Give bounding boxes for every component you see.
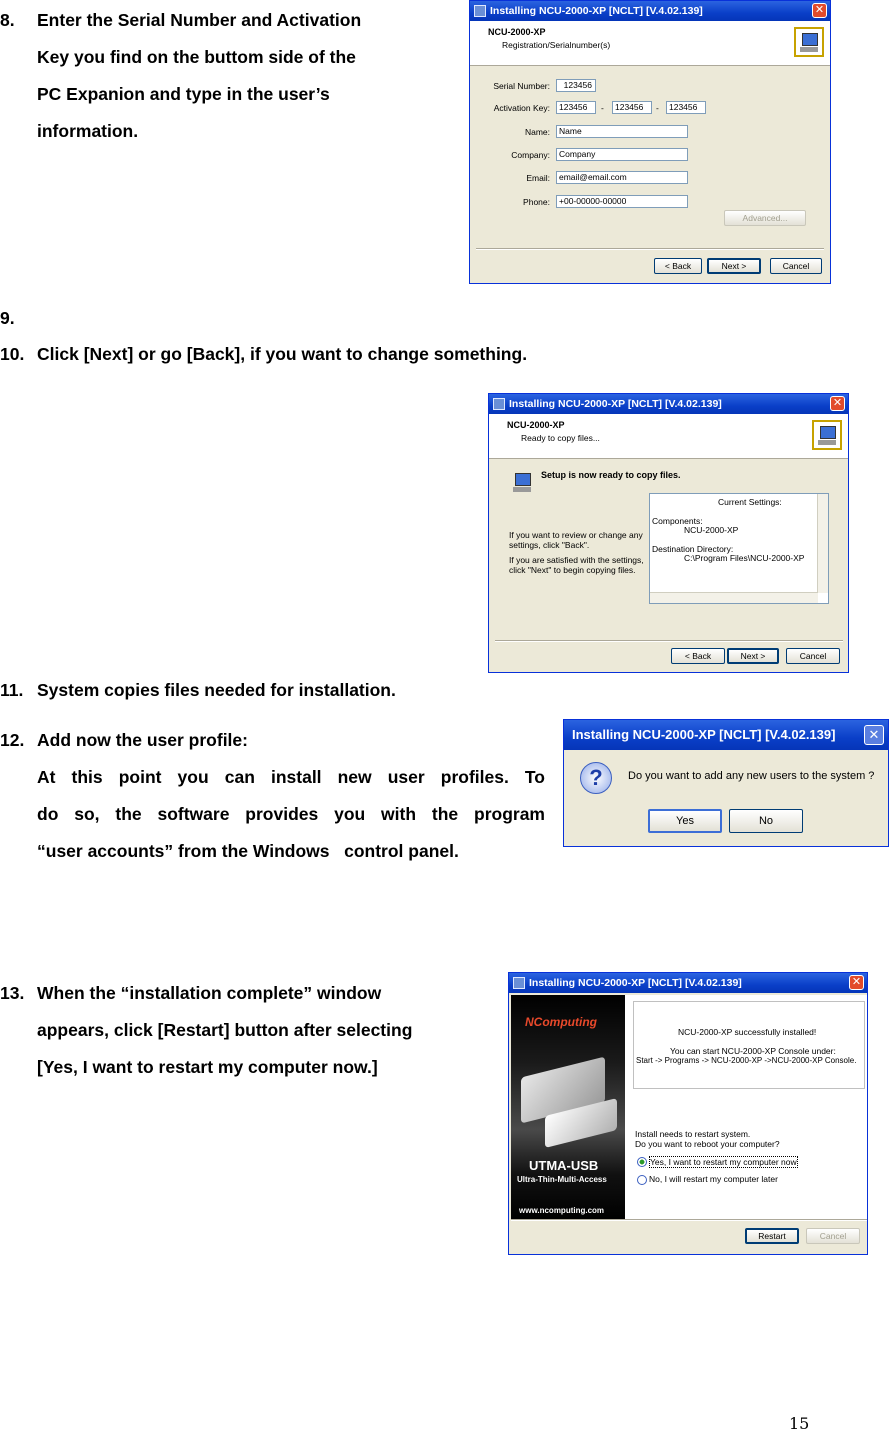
info-line: You can start NCU-2000-XP Console under: bbox=[670, 1046, 836, 1056]
page-number: 15 bbox=[789, 1414, 810, 1433]
product-tagline: Ultra-Thin-Multi-Access bbox=[517, 1175, 607, 1184]
current-settings-box[interactable] bbox=[649, 493, 829, 604]
no-button[interactable]: No bbox=[729, 809, 803, 833]
step-text-line: do so, the software provides you with the program bbox=[37, 804, 545, 824]
product-name: UTMA-USB bbox=[529, 1158, 599, 1173]
step-text-line: At this point you can install new user profiles. To bbox=[37, 767, 545, 787]
step-text-line: When the “installation complete” window bbox=[37, 983, 382, 1003]
activation-input-1[interactable]: 123456 bbox=[556, 101, 596, 114]
step-text: Click [Next] or go [Back], if you want to change something. bbox=[37, 344, 528, 364]
divider bbox=[476, 248, 824, 250]
title-bar bbox=[509, 973, 867, 993]
installer-icon bbox=[493, 398, 505, 410]
company-input[interactable]: Company bbox=[556, 148, 688, 161]
setup-heading: Setup is now ready to copy files. bbox=[541, 470, 681, 480]
step-text-line: appears, click [Restart] button after selecting bbox=[37, 1020, 413, 1040]
close-button[interactable]: ✕ bbox=[849, 975, 864, 990]
serial-input[interactable]: 123456 bbox=[556, 79, 596, 92]
computer-icon bbox=[812, 420, 842, 450]
phone-label: Phone: bbox=[523, 197, 550, 207]
step-text-line: information. bbox=[37, 121, 139, 141]
next-button[interactable]: Next > bbox=[727, 648, 779, 664]
next-button[interactable]: Next > bbox=[707, 258, 761, 274]
header-subtitle: Registration/Serialnumber(s) bbox=[502, 40, 611, 50]
step-text: Add now the user profile: bbox=[37, 730, 248, 750]
phone-input[interactable]: +00-00000-00000 bbox=[556, 195, 688, 208]
step-number: 13. bbox=[0, 983, 25, 1003]
dash: - bbox=[601, 103, 604, 113]
settings-title: Current Settings: bbox=[718, 497, 782, 507]
company-label: Company: bbox=[511, 150, 550, 160]
step-text-line: PC Expanion and type in the user’s bbox=[37, 84, 330, 104]
installer-icon bbox=[513, 977, 525, 989]
header-subtitle: Ready to copy files... bbox=[521, 433, 600, 443]
title-bar bbox=[489, 394, 848, 414]
activation-input-2[interactable]: 123456 bbox=[612, 101, 652, 114]
restart-button[interactable]: Restart bbox=[745, 1228, 799, 1244]
installation-complete-dialog bbox=[508, 972, 868, 1255]
step-10 bbox=[0, 336, 880, 373]
step-text-line: [Yes, I want to restart my computer now.] bbox=[37, 1057, 378, 1077]
ready-to-copy-dialog bbox=[488, 393, 849, 673]
back-button[interactable]: < Back bbox=[671, 648, 725, 664]
radio-no[interactable] bbox=[637, 1175, 647, 1185]
setup-computer-icon bbox=[509, 469, 539, 499]
vertical-scrollbar[interactable] bbox=[817, 494, 828, 593]
window-title: Installing NCU-2000-XP [NCLT] [V.4.02.139] bbox=[509, 398, 722, 410]
success-message: NCU-2000-XP successfully installed! bbox=[678, 1027, 817, 1037]
restart-notice: Install needs to restart system. bbox=[635, 1129, 751, 1139]
question-text: Do you want to add any new users to the system ? bbox=[628, 770, 875, 782]
cancel-button[interactable]: Cancel bbox=[806, 1228, 860, 1244]
step-number: 11. bbox=[0, 680, 24, 700]
activation-input-3[interactable]: 123456 bbox=[666, 101, 706, 114]
step-13 bbox=[0, 975, 500, 1090]
instructions-text bbox=[509, 530, 644, 575]
step-number: 10. bbox=[0, 344, 25, 364]
cancel-button[interactable]: Cancel bbox=[770, 258, 822, 274]
back-button[interactable]: < Back bbox=[654, 258, 702, 274]
step-8 bbox=[0, 2, 440, 152]
add-users-dialog bbox=[563, 719, 889, 847]
text-line: settings, click "Back". bbox=[509, 540, 590, 550]
computer-icon bbox=[794, 27, 824, 57]
advanced-button[interactable]: Advanced... bbox=[724, 210, 806, 226]
option-yes-label[interactable]: Yes, I want to restart my computer now bbox=[650, 1157, 797, 1167]
dialog-header bbox=[470, 21, 830, 66]
question-icon bbox=[580, 762, 612, 794]
step-text-line: “user accounts” from the Windows control panel. bbox=[37, 841, 459, 861]
divider bbox=[495, 640, 843, 642]
components-value: NCU-2000-XP bbox=[684, 525, 739, 535]
question-mark: ? bbox=[589, 765, 603, 790]
close-button[interactable]: ✕ bbox=[830, 396, 845, 411]
horizontal-scrollbar[interactable] bbox=[650, 592, 818, 603]
option-no-label[interactable]: No, I will restart my computer later bbox=[649, 1174, 778, 1184]
cancel-button[interactable]: Cancel bbox=[786, 648, 840, 664]
close-button[interactable]: ✕ bbox=[864, 725, 884, 745]
content-panel bbox=[625, 995, 867, 1219]
serial-label: Serial Number: bbox=[493, 81, 550, 91]
info-line: Start -> Programs -> NCU-2000-XP ->NCU-2000-XP Console. bbox=[636, 1056, 857, 1065]
header-title: NCU-2000-XP bbox=[488, 27, 546, 37]
step-text: System copies files needed for installation. bbox=[37, 680, 396, 700]
text-line: If you want to review or change any bbox=[509, 530, 643, 540]
step-11 bbox=[0, 672, 520, 709]
restart-question: Do you want to reboot your computer? bbox=[635, 1139, 780, 1149]
activation-label: Activation Key: bbox=[493, 103, 550, 113]
destination-value: C:\Program Files\NCU-2000-XP bbox=[684, 553, 805, 563]
dash: - bbox=[656, 103, 659, 113]
title-bar bbox=[564, 720, 888, 750]
close-button[interactable]: ✕ bbox=[812, 3, 827, 18]
name-input[interactable]: Name bbox=[556, 125, 688, 138]
text-line: click "Next" to begin copying files. bbox=[509, 565, 636, 575]
window-title: Installing NCU-2000-XP [NCLT] [V.4.02.139] bbox=[529, 977, 742, 989]
destination-label: Destination Directory: bbox=[652, 544, 734, 554]
step-text-line: Key you find on the buttom side of the bbox=[37, 47, 356, 67]
step-12 bbox=[0, 722, 548, 882]
dialog-header bbox=[489, 414, 848, 459]
title-bar bbox=[470, 1, 830, 21]
installer-icon bbox=[474, 5, 486, 17]
name-label: Name: bbox=[524, 127, 550, 137]
components-label: Components: bbox=[652, 516, 703, 526]
website-url: www.ncomputing.com bbox=[519, 1206, 605, 1215]
text-line: If you are satisfied with the settings, bbox=[509, 555, 644, 565]
registration-dialog bbox=[469, 0, 831, 284]
step-text-line: Enter the Serial Number and Activation bbox=[37, 10, 362, 30]
product-banner bbox=[511, 995, 625, 1219]
brand-logo: NComputing bbox=[525, 1015, 597, 1029]
info-box bbox=[633, 1001, 865, 1089]
divider bbox=[511, 1219, 867, 1221]
radio-yes[interactable] bbox=[637, 1157, 647, 1167]
step-9 bbox=[0, 300, 15, 337]
header-title: NCU-2000-XP bbox=[507, 420, 565, 430]
window-title: Installing NCU-2000-XP [NCLT] [V.4.02.139] bbox=[572, 727, 836, 742]
window-title: Installing NCU-2000-XP [NCLT] [V.4.02.139] bbox=[490, 5, 703, 17]
yes-button[interactable]: Yes bbox=[648, 809, 722, 833]
step-number: 9. bbox=[0, 308, 15, 328]
email-input[interactable]: email@email.com bbox=[556, 171, 688, 184]
step-number: 12. bbox=[0, 730, 25, 750]
email-label: Email: bbox=[526, 173, 550, 183]
step-number: 8. bbox=[0, 10, 15, 30]
